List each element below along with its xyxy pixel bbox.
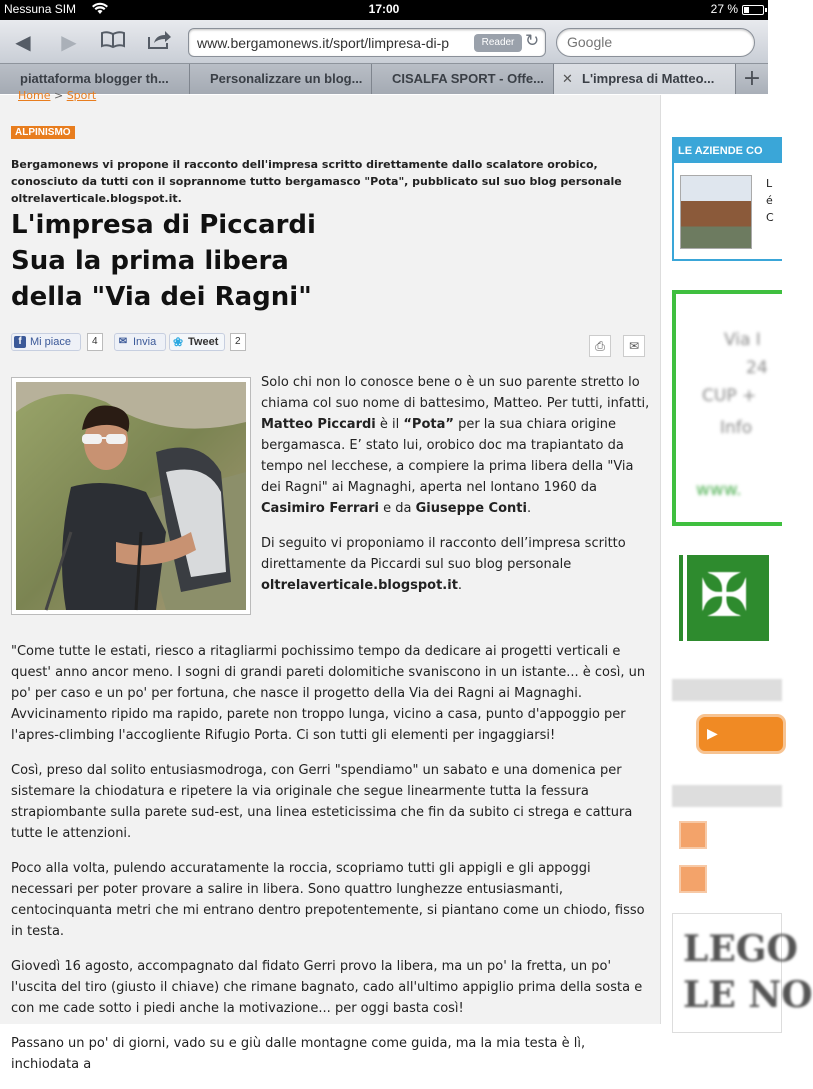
- article-lead: [261, 372, 651, 610]
- twitter-bird-icon: ❀: [172, 335, 184, 349]
- send-button[interactable]: [114, 333, 166, 351]
- bookmarks-icon[interactable]: [98, 29, 128, 55]
- search-field[interactable]: [556, 28, 755, 57]
- reader-button[interactable]: Reader: [474, 34, 522, 52]
- text-run: per la sua chiara origine bergamasca. E’ stato lui, orobico doc ma trapiantato da tempo nel lecchese, a compiere la prima libera della "Via dei Ragni" ai Magnaghi, aperta nel lontano 1960 da: [261, 417, 634, 495]
- flower-logo-icon: ✠: [699, 561, 750, 631]
- new-tab-icon[interactable]: +: [736, 64, 768, 94]
- article-paragraph: Giovedì 16 agosto, accompagnato dal fidato Gerri provo la libera, ma un po' la fretta, un po' l'uscita del tiro (giusto il chiave) che rimane bagnato, cado all'ultimo appiglio prima della sosta e con me cade sotto i piedi anche la motivazione... per oggi basta così!: [11, 959, 643, 1016]
- ad-text: CUP +: [702, 386, 757, 406]
- sidebar-link[interactable]: [679, 819, 779, 851]
- ad-text: Info: [720, 418, 753, 438]
- text-run: Di seguito vi proponiamo il racconto dell’impresa scritto direttamente da Piccardi sul suo blog personale: [261, 536, 626, 572]
- orange-action-button[interactable]: [699, 717, 783, 751]
- back-icon[interactable]: ◀: [15, 30, 31, 54]
- tab-personalizzare[interactable]: [190, 64, 372, 94]
- like-count: 4: [87, 333, 103, 351]
- sidebar-section-header: [672, 679, 782, 701]
- sidebar-section-header: [672, 785, 782, 807]
- facebook-like-button[interactable]: [11, 333, 81, 351]
- article-intro: Bergamonews vi propone il racconto dell'impresa scritto direttamente dallo scalatore orobico, conosciuto da tutti con il soprannome tutto bergamasco "Pota", pubblicato sul suo blog personale oltrelaverticale.blogspot.it.: [11, 158, 622, 205]
- clock: 17:00: [368, 2, 400, 16]
- arrow-icon: ▶: [707, 726, 718, 742]
- bold-run: “Pota”: [403, 417, 454, 432]
- article-photo: [11, 377, 251, 615]
- article-column: [0, 89, 660, 1072]
- tweet-button[interactable]: [169, 333, 225, 351]
- aziende-thumbnail[interactable]: [680, 175, 752, 249]
- reload-icon[interactable]: ↻: [525, 31, 540, 51]
- text-run: e da: [379, 501, 416, 516]
- ad-text: Via I: [724, 330, 761, 350]
- title-line: della "Via dei Ragni": [11, 282, 312, 312]
- aziende-widget[interactable]: [672, 137, 782, 261]
- sidebar: [660, 95, 813, 1024]
- text-run: .: [457, 578, 463, 593]
- aziende-text-line: C: [766, 211, 774, 224]
- tab-cisalfa[interactable]: [372, 64, 554, 94]
- status-bar: [0, 0, 768, 20]
- web-page: [0, 89, 813, 1072]
- lego-ad-text: LEGO: [683, 928, 798, 970]
- title-line: Sua la prima libera: [11, 246, 289, 276]
- title-line: L'impresa di Piccardi: [11, 210, 316, 240]
- text-run: è il: [375, 417, 404, 432]
- tab-strip: [0, 64, 768, 94]
- battery-icon: [742, 5, 764, 15]
- share-icon[interactable]: [144, 29, 174, 55]
- carrier-label: Nessuna SIM: [4, 2, 77, 16]
- aziende-text-line: é: [766, 194, 773, 207]
- article-paragraph: Poco alla volta, pulendo accuratamente la roccia, scopriamo tutti gli appigli e gli appoggi necessari per poter provare a salire in libera. Sono quattro lunghezze entusiasmanti, centocinquanta metri che mi entrano dentro prepotentemente, si piantano come un chiodo, fisso in testa.: [11, 861, 645, 939]
- article-body: [11, 641, 651, 1089]
- tweet-label: Tweet: [188, 336, 219, 348]
- bold-run: Casimiro Ferrari: [261, 501, 380, 516]
- print-icon[interactable]: ⎙: [589, 335, 611, 357]
- article-paragraph: Così, preso dal solito entusiasmodroga, con Gerri "spendiamo" un sabato e una domenica per sistemare la chiodatura e ripetere la via originale che segue linearmente tutta la fessura strapiombante sulla parete sud-est, una linea esteticissima che fin da subito ci strega e cattura tutte le attenzioni.: [11, 763, 633, 841]
- lead-paragraph: [261, 533, 651, 596]
- bold-run: Giuseppe Conti: [415, 501, 527, 516]
- link-icon: [679, 821, 707, 849]
- like-label: Mi piace: [30, 336, 71, 348]
- aziende-text-line: L: [766, 177, 773, 190]
- tab-label: CISALFA SPORT - Offe...: [392, 71, 544, 86]
- blog-link[interactable]: oltrelaverticale.blogspot.it: [261, 578, 458, 593]
- browser-toolbar: [0, 20, 768, 64]
- ad-text: 24: [746, 358, 768, 378]
- text-run: .: [526, 501, 532, 516]
- comment-icon: ✉: [118, 336, 128, 347]
- forward-icon[interactable]: ▶: [61, 30, 77, 54]
- address-bar[interactable]: [188, 28, 546, 57]
- tab-impresa[interactable]: [554, 64, 736, 94]
- link-icon: [679, 865, 707, 893]
- aziende-title: LE AZIENDE CO: [674, 139, 782, 163]
- breadcrumb-separator: >: [53, 89, 64, 102]
- aziende-text: [766, 175, 774, 226]
- lego-ad-text: LE NO: [683, 974, 813, 1016]
- article-title: [11, 207, 651, 315]
- region-logo-ad[interactable]: [683, 555, 769, 641]
- bold-run: Matteo Piccardi: [261, 417, 376, 432]
- advertisement-banner[interactable]: [672, 290, 782, 526]
- breadcrumb: [18, 89, 96, 102]
- article-paragraph: "Come tutte le estati, riesco a ritagliarmi pochissimo tempo da dedicare ai progetti verticali e quest' anno ancor meno. I sogni di grandi pareti dolomitiche svaniscono in un istante... è così, un po' per caso e un po' per fortuna, che nasce il progetto della Via dei Ragni ai Magnaghi. Avvicinamento ripido ma rapido, parete non troppo lunga, vicino a casa, punto d'appoggio per l'apres-climbing l'accogliente Rifugio Porta. Ci son tutti gli elementi per ingaggiarsi!: [11, 644, 646, 743]
- email-icon[interactable]: ✉: [623, 335, 645, 357]
- battery-percent: 27 %: [710, 2, 738, 16]
- tweet-count: 2: [230, 333, 246, 351]
- close-tab-icon[interactable]: ✕: [562, 71, 573, 86]
- tab-label: Personalizzare un blog...: [210, 71, 363, 86]
- breadcrumb-home-link[interactable]: Home: [18, 89, 51, 102]
- url-text[interactable]: www.bergamonews.it/sport/limpresa-di-p: [197, 35, 450, 51]
- tab-label: piattaforma blogger th...: [20, 71, 169, 86]
- sidebar-link[interactable]: [679, 863, 779, 895]
- lead-paragraph: [261, 372, 651, 519]
- lego-ad[interactable]: [672, 913, 813, 1033]
- tab-label: L'impresa di Matteo...: [582, 71, 715, 86]
- article-paragraph: Passano un po' di giorni, vado su e giù dalle montagne come guida, ma la mia testa è lì, inchiodata a: [11, 1036, 586, 1072]
- send-label: Invia: [133, 336, 157, 348]
- category-badge[interactable]: ALPINISMO: [11, 126, 75, 139]
- breadcrumb-section-link[interactable]: Sport: [66, 89, 97, 102]
- facebook-icon: f: [14, 336, 26, 348]
- ad-text: www.: [696, 480, 742, 500]
- search-input[interactable]: [567, 34, 747, 50]
- text-run: Solo chi non lo conosce bene o è un suo parente stretto lo chiama col suo nome di battesimo, Matteo. Per tutti, infatti,: [261, 375, 650, 411]
